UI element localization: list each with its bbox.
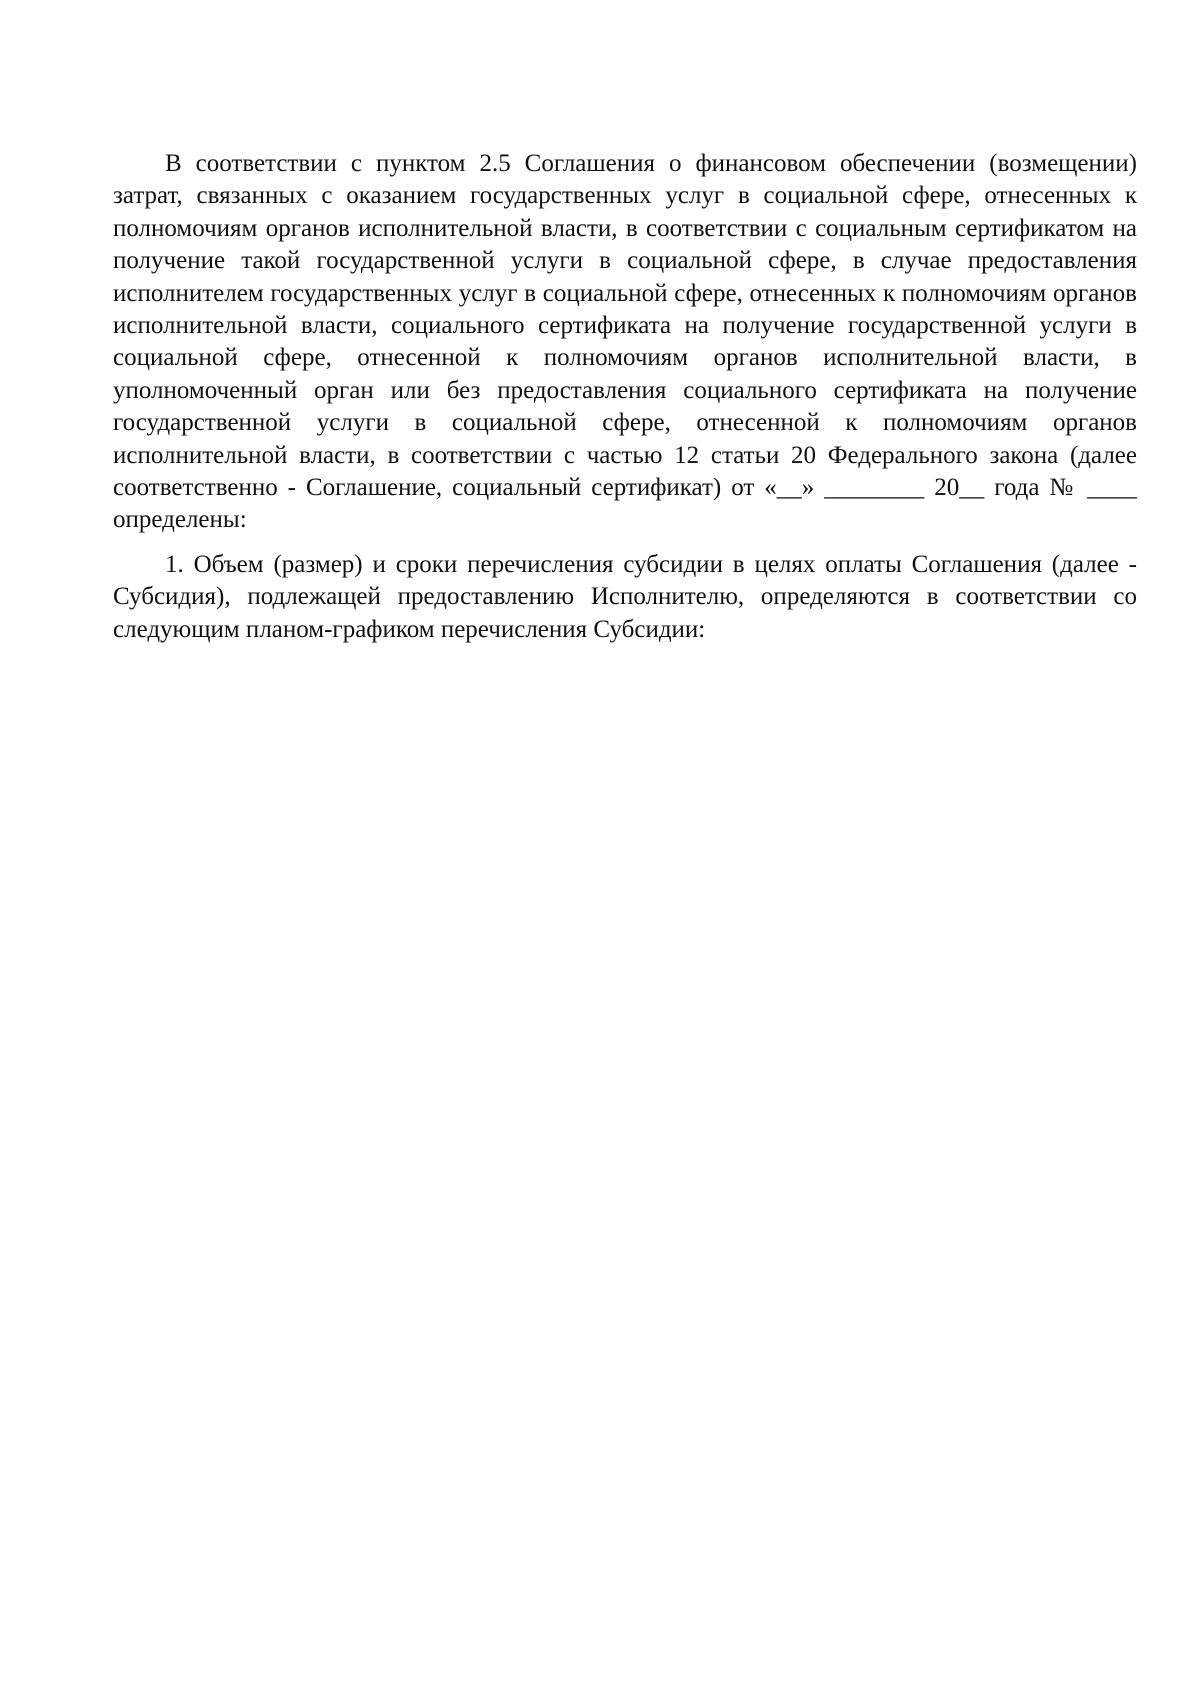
paragraph-item-1: 1. Объем (размер) и сроки перечисления субсидии в целях оплаты Соглашения (далее - Субсидия), подлежащей предоставлению Исполнителю, определяются в соответствии со следующим планом-графиком перечисления Субсидии: [113,550,1137,643]
document-body [113,148,1137,646]
paragraph-intro: В соответствии с пунктом 2.5 Соглашения о финансовом обеспечении (возмещении) затрат, связанных с оказанием государственных услуг в социальной сфере, отнесенных к полномочиям органов исполнительной власти, в соответствии с социальным сертификатом на получение такой государственной услуги в социальной сфере, в случае предоставления исполнителем государственных услуг в социальной сфере, отнесенных к полномочиям органов исполнительной власти, социального сертификата на получение государственной услуги в социальной сфере, отнесенной к полномочиям органов исполнительной власти, в уполномоченный орган или без предоставления социального сертификата на получение государственной услуги в социальной сфере, отнесенной к полномочиям органов исполнительной власти, в соответствии с частью 12 статьи 20 Федерального закона (далее соответственно - Соглашение, социальный сертификат) от «__» ________ 20__ года № ____ определены: [113,150,1137,534]
